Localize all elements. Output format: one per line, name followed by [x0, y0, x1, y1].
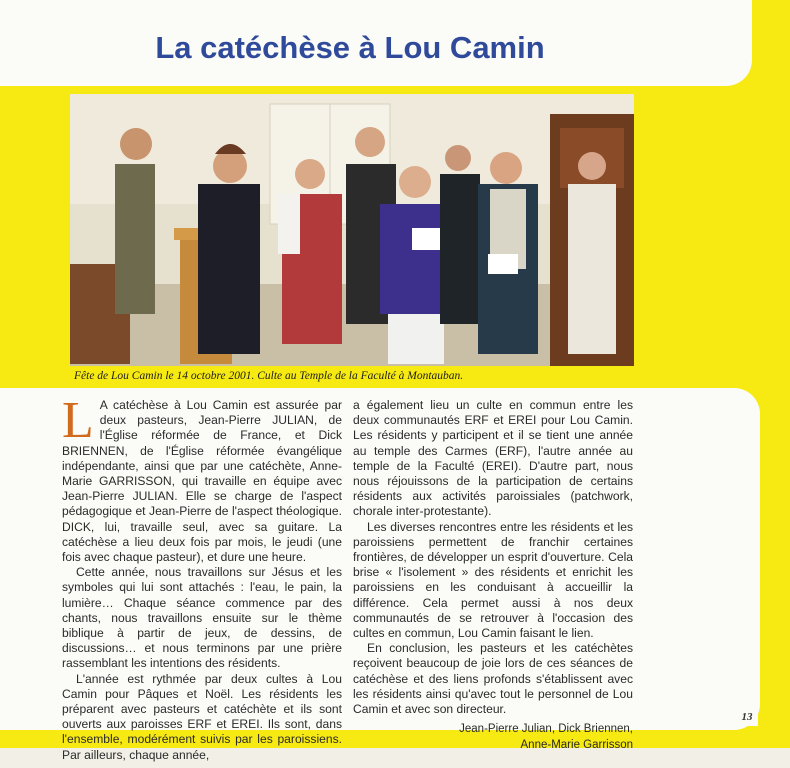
photo-caption: Fête de Lou Camin le 14 octobre 2001. Culte au Temple de la Faculté à Montauban.	[74, 370, 464, 382]
article-paragraph: a également lieu un culte en commun entre les deux communautés ERF et EREI pour Lou Camin. Les résidents y participent et il se tient une année au temple des Carmes (ERF), l'autre année au temple de la Faculté (EREI). D'autre part, nous nous réjouissons de la participation de certains résidents aux activités paroissiales (patchwork, chorale inter-protestante).	[353, 398, 633, 519]
group-singing-photo	[70, 94, 634, 366]
signature-line: Anne-Marie Garrisson	[520, 739, 633, 752]
article-paragraph: Cette année, nous travaillons sur Jésus et les symboles qui lui sont attachés : l'eau, le pain, la lumière… Chaque séance commence par des chants, nous travaillons ensuite sur le thème biblique à partir de jeux, de dessins, de discussions… et nous terminons par une prière rassemblant les intentions des résidents.	[62, 565, 342, 671]
article-column-right	[353, 398, 633, 753]
author-signature	[353, 721, 633, 753]
article-paragraph: L'année est rythmée par deux cultes à Lou Camin pour Pâques et Noël. Les résidents les préparent avec pasteurs et catéchète et ils sont ouverts aux paroisses ERF et EREI. Ils sont, dans l'ensemble, modérément suivis par les paroissiens. Par ailleurs, chaque année,	[62, 671, 342, 762]
article-column-left	[62, 392, 342, 763]
article-paragraph: En conclusion, les pasteurs et les catéchètes reçoivent beaucoup de joie lors de ces séances de catéchèse et des liens profonds s'établissent avec les résidents ainsi qu'avec tout le personnel de Lou Camin et avec son directeur.	[353, 641, 633, 717]
drop-cap: L	[62, 392, 94, 449]
page-number: 13	[736, 708, 758, 726]
article-paragraph: L A catéchèse à Lou Camin est assurée par deux pasteurs, Jean-Pierre JULIAN, de l'Église réformée de France, et Dick BRIENNEN, de l'Église réformée évangélique indépendante, ainsi que par une catéchète, Anne-Marie GARRISSON, qui travaille en équipe avec Jean-Pierre JULIAN. Elle se charge de l'aspect pédagogique et Jean-Pierre de l'aspect théologique. DICK, lui, travaille seul, avec sa guitare. La catéchèse a lieu deux fois par mois, le jeudi (une fois avec chaque pasteur), et dure une heure.	[62, 392, 342, 565]
signature-line: Jean-Pierre Julian, Dick Briennen,	[459, 723, 633, 736]
article-paragraph: Les diverses rencontres entre les résidents et les paroissiens permettent de franchir certaines frontières, de développer un esprit d'ouverture. Cela brise « l'isolement » des résidents et enrichit les paroissiens en les conduisant à accueillir la différence. Cela permet aussi à nos deux communautés de se retrouver à l'occasion des cultes en commun, Lou Camin faisant le lien.	[353, 519, 633, 641]
page-title: La catéchèse à Lou Camin	[155, 30, 545, 65]
event-photo	[70, 94, 634, 366]
